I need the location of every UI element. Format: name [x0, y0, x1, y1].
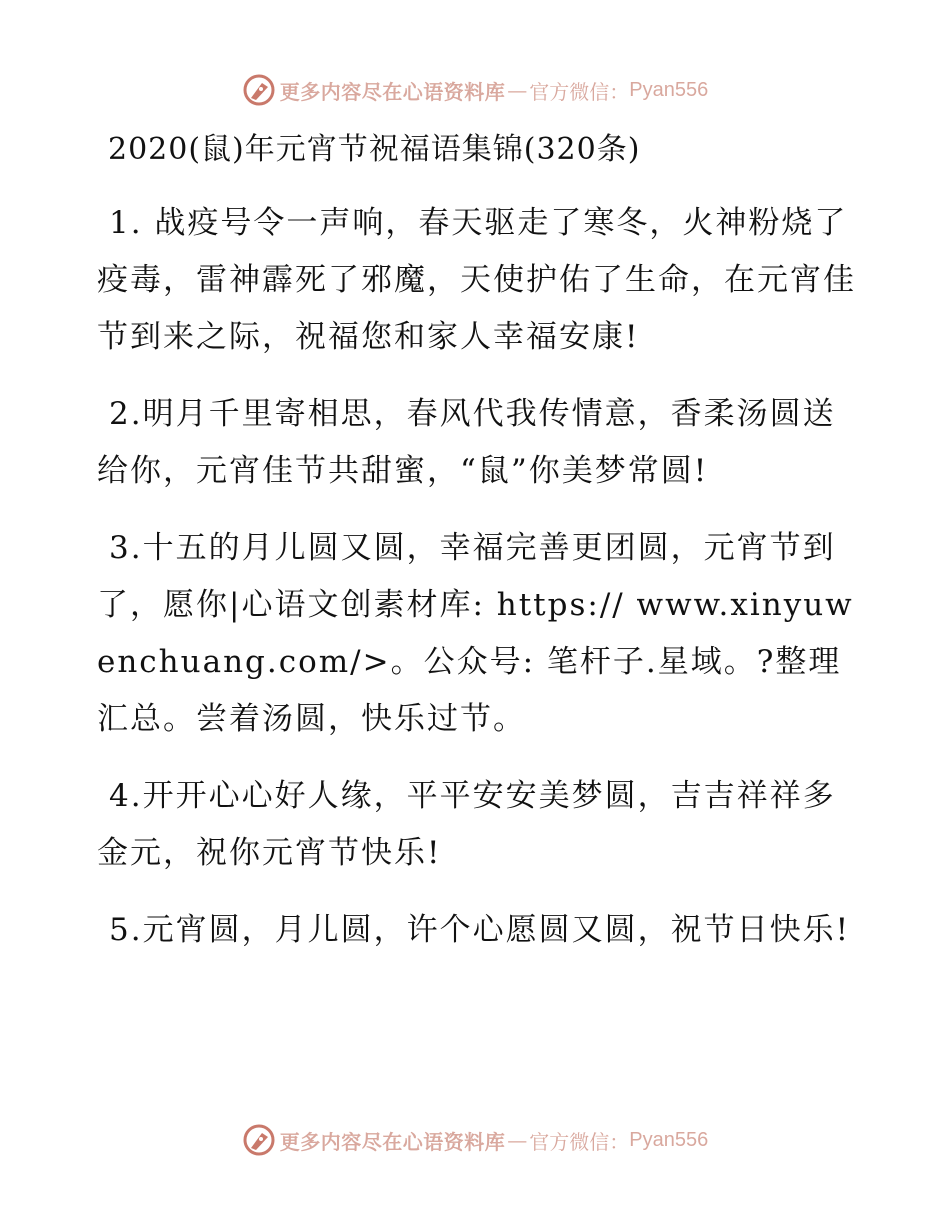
- watermark-contact-id: Pyan556: [629, 78, 709, 101]
- pen-nib-logo-icon: [242, 1123, 276, 1157]
- header-watermark: [0, 70, 950, 110]
- list-item: 4.开开心心好人缘，平平安安美梦圆，吉吉祥祥多金元，祝你元宵节快乐!: [97, 778, 836, 871]
- watermark-contact-id: Pyan556: [629, 1128, 709, 1151]
- footer-watermark: [0, 1120, 950, 1160]
- list-item: 1. 战疫号令一声响，春天驱走了寒冬，火神粉烧了疫毒，雷神霹死了邪魔，天使护佑了生命，在元宵佳节到来之际，祝福您和家人幸福安康!: [97, 205, 856, 355]
- watermark-brand: 更多内容尽在心语资料库: [279, 1129, 506, 1154]
- document-body: [97, 195, 857, 979]
- pen-nib-logo-icon: [242, 73, 276, 107]
- watermark-separator: —: [507, 1128, 528, 1152]
- watermark-separator: —: [507, 78, 528, 102]
- list-item: 5.元宵圆，月儿圆，许个心愿圆又圆，祝节日快乐!: [109, 912, 851, 948]
- watermark-brand: 更多内容尽在心语资料库: [279, 79, 506, 104]
- list-item: 3.十五的月儿圆又圆，幸福完善更团圆，元宵节到了，愿你|心语文创素材库: https:// www.xinyuwenchuang.com/>。公众号: 笔杆子.星域。?整理汇总。尝着汤圆，快乐过节。: [97, 530, 854, 737]
- document-title: 2020(鼠)年元宵节祝福语集锦(320条): [108, 132, 641, 167]
- list-item: 2.明月千里寄相思，春风代我传情意，香柔汤圆送给你，元宵佳节共甜蜜，“鼠”你美梦常圆!: [97, 396, 836, 489]
- watermark-contact-label: 官方微信：: [529, 1129, 630, 1154]
- watermark-contact-label: 官方微信：: [529, 79, 630, 104]
